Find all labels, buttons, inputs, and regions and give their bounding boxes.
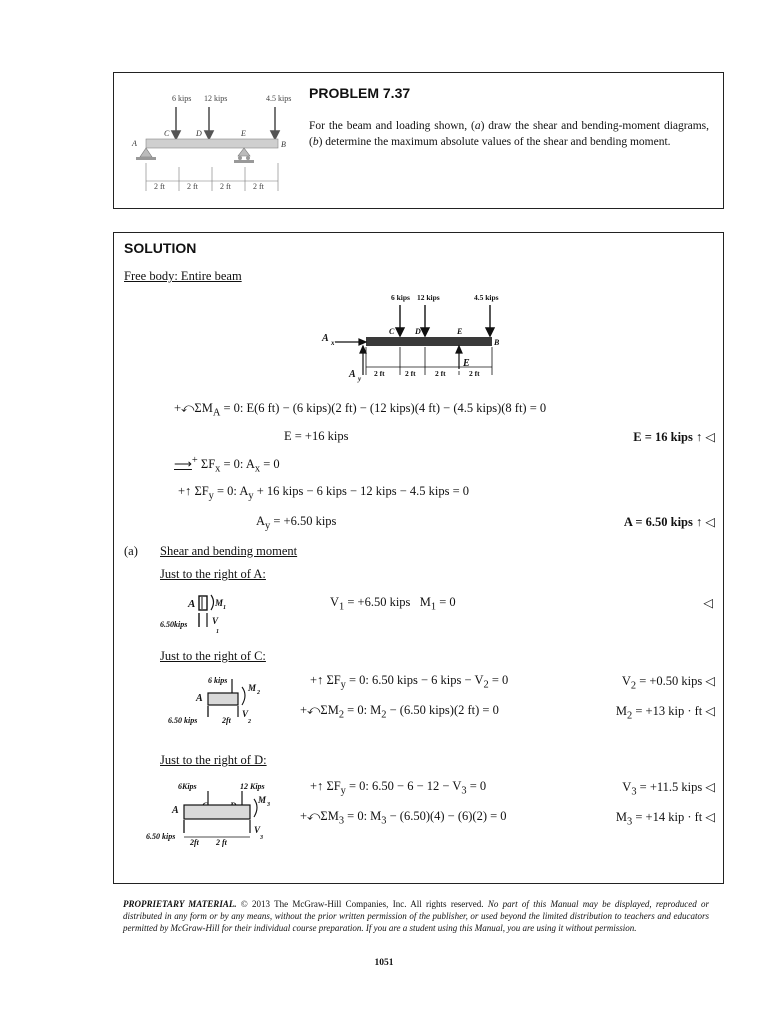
svg-text:M: M — [215, 598, 224, 608]
section-2-equation-fy: +↑ $\Sigma F_y = 0$: 6.50 kips − 6 kips − $V_2 = 0$ — [310, 673, 509, 691]
section-3-title: Just to the right of D: — [160, 753, 267, 767]
free-body-diagram — [319, 287, 519, 387]
triangle-left-icon: ◁ — [703, 596, 713, 610]
problem-box — [113, 72, 724, 209]
svg-text:1: 1 — [216, 629, 219, 635]
solution-title: SOLUTION — [124, 240, 197, 256]
svg-text:A: A — [196, 693, 203, 704]
answer-a: A = 6.50 kips ↑ ◁ — [623, 515, 715, 529]
section-2-sketch — [166, 673, 276, 731]
svg-text:1: 1 — [223, 605, 226, 611]
up-arrow-icon: +↑ — [310, 779, 324, 793]
fbd-point-label: D — [415, 327, 421, 336]
section-2-title: Just to the right of C: — [160, 649, 266, 663]
fbd-point-label: C — [389, 327, 395, 336]
svg-text:6.50 kips: 6.50 kips — [168, 716, 198, 725]
equation-sum-moments-a: $+⤺\Sigma M_A = 0$: E(6 ft) − (6 kips)(2 ft) − (12 kips)(4 ft) − (4.5 kips)(8 ft) = 0 — [174, 401, 547, 419]
section-3-answer-v: $V_3 = +11.5$ kips ◁ — [622, 780, 715, 798]
fbd-dim-label: 2 ft — [405, 369, 416, 378]
page-number: 1051 — [374, 958, 394, 968]
fig-point-label: D — [196, 129, 202, 138]
counterclockwise-arrow-icon: +⤺ — [300, 809, 321, 823]
section-2-answer-v: $V_2 = +0.50$ kips ◁ — [621, 674, 715, 692]
section-1-results: $V_1 = +6.50$ kips $M_1 = 0$ — [330, 595, 456, 613]
copyright-footer: PROPRIETARY MATERIAL. © 2013 The McGraw-Hill Companies, Inc. All rights reserved. No part of this Manual may be displayed, reproduced or distributed in any form or by any means, without the prior written permission of the publisher, or used beyond the limited distribution to teachers and educators permitted by McGraw-Hill for their individual course preparation. If you are a student using this Manual, you are using it without permission. — [123, 899, 710, 933]
svg-text:M: M — [258, 795, 267, 805]
svg-text:2: 2 — [248, 719, 251, 725]
svg-text:2ft: 2ft — [222, 716, 231, 725]
triangle-left-icon: ◁ — [705, 674, 715, 688]
fbd-dim-label: 2 ft — [469, 369, 480, 378]
fbd-dim-label: 2 ft — [374, 369, 385, 378]
svg-text:6.50 kips: 6.50 kips — [146, 832, 176, 841]
fbd-dim-label: 2 ft — [435, 369, 446, 378]
problem-title: PROBLEM 7.37 — [309, 85, 411, 101]
svg-text:V: V — [254, 825, 261, 835]
svg-text:x: x — [331, 339, 335, 347]
up-arrow-icon: +↑ — [178, 484, 192, 498]
fig-dim-label: 2 ft — [187, 182, 198, 191]
triangle-left-icon: ◁ — [705, 810, 715, 824]
svg-text:M: M — [248, 683, 257, 693]
fig-dim-label: 2 ft — [253, 182, 264, 191]
section-3-equation-m: $+⤺\Sigma M_3 = 0$: $M_3 - (6.50)(4) - (6)(2) = 0$ — [300, 809, 507, 827]
svg-text:3: 3 — [267, 802, 270, 808]
svg-text:A: A — [188, 598, 196, 610]
fbd-reaction-ax: A — [322, 333, 329, 344]
svg-text:6Kips: 6Kips — [178, 782, 197, 791]
fig-load-label: 6 kips — [172, 94, 192, 103]
solution-box — [113, 232, 724, 884]
triangle-left-icon: ◁ — [705, 780, 715, 794]
fbd-load-label: 12 kips — [417, 293, 440, 302]
svg-text:6 kips: 6 kips — [208, 676, 228, 685]
fig-dim-label: 2 ft — [220, 182, 231, 191]
fig-load-label: 4.5 kips — [266, 94, 292, 103]
section-1-sketch — [158, 591, 238, 639]
part-a-label: (a) — [124, 544, 138, 558]
svg-text:2: 2 — [257, 690, 260, 696]
fig-dim-label: 2 ft — [154, 182, 165, 191]
section-2-answer-m: $M_2 = +13$ kip · ft ◁ — [615, 704, 715, 722]
svg-text:6.50kips: 6.50kips — [160, 620, 188, 629]
triangle-left-icon: ◁ — [705, 704, 715, 718]
fig-point-label: C — [164, 129, 170, 138]
triangle-left-icon: ◁ — [705, 515, 715, 529]
fig-point-label: A — [132, 139, 137, 148]
svg-text:3: 3 — [260, 835, 263, 841]
fbd-load-label: 4.5 kips — [474, 293, 499, 302]
fig-load-label: 12 kips — [204, 94, 228, 103]
section-3-answer-m: $M_3 = +14$ kip · ft ◁ — [615, 810, 715, 828]
fbd-reaction-e: E — [463, 358, 470, 369]
section-3-equation-fy: +↑ $\Sigma F_y = 0$: $6.50 - 6 - 12 - V_3 = 0$ — [310, 779, 487, 797]
section-1-title: Just to the right of A: — [160, 567, 266, 581]
svg-text:A: A — [172, 805, 179, 816]
up-arrow-icon: ↑ — [696, 430, 703, 444]
equation-sum-fx: ⟶+ $\Sigma F_x = 0$: $A_x = 0$ — [174, 455, 280, 475]
problem-figure — [124, 87, 299, 197]
svg-text:2 ft: 2 ft — [216, 838, 227, 847]
section-2-equation-m: $+⤺\Sigma M_2 = 0$: $M_2 - (6.50$ kips)(2 ft) = 0 — [300, 703, 499, 721]
triangle-left-icon: ◁ — [705, 430, 715, 444]
svg-text:V: V — [212, 616, 219, 626]
result-e: E = +16 kips — [284, 429, 349, 443]
svg-text:12 Kips: 12 Kips — [240, 782, 265, 791]
equation-sum-fy: +↑ $\Sigma F_y = 0$: $A_y + 16$ kips − 6 kips − 12 kips − 4.5 kips = 0 — [178, 484, 470, 502]
svg-text:2ft: 2ft — [190, 838, 199, 847]
result-ay: $A_y = +6.50$ kips — [256, 514, 337, 532]
fbd-point-label: B — [494, 338, 500, 347]
counterclockwise-arrow-icon: +⤺ — [300, 703, 321, 717]
svg-text:y: y — [358, 375, 362, 383]
svg-text:V: V — [242, 709, 249, 719]
part-a-title: Shear and bending moment — [160, 544, 298, 558]
free-body-label: Free body: Entire beam — [124, 269, 242, 283]
fig-point-label: B — [281, 140, 286, 149]
up-arrow-icon: ↑ — [696, 515, 703, 529]
fbd-load-label: 6 kips — [391, 293, 410, 302]
problem-statement: For the beam and loading shown, (a) draw the shear and bending-moment diagrams, (b) determine the maximum absolute values of the shear and bending moment. — [309, 120, 709, 148]
fig-point-label: E — [241, 129, 246, 138]
up-arrow-icon: +↑ — [310, 673, 324, 687]
counterclockwise-arrow-icon: +⤺ — [174, 401, 195, 415]
answer-e: E = 16 kips ↑ ◁ — [633, 430, 715, 444]
fbd-point-label: E — [457, 327, 463, 336]
section-3-sketch — [144, 777, 284, 855]
fbd-reaction-ay: A — [349, 369, 356, 380]
